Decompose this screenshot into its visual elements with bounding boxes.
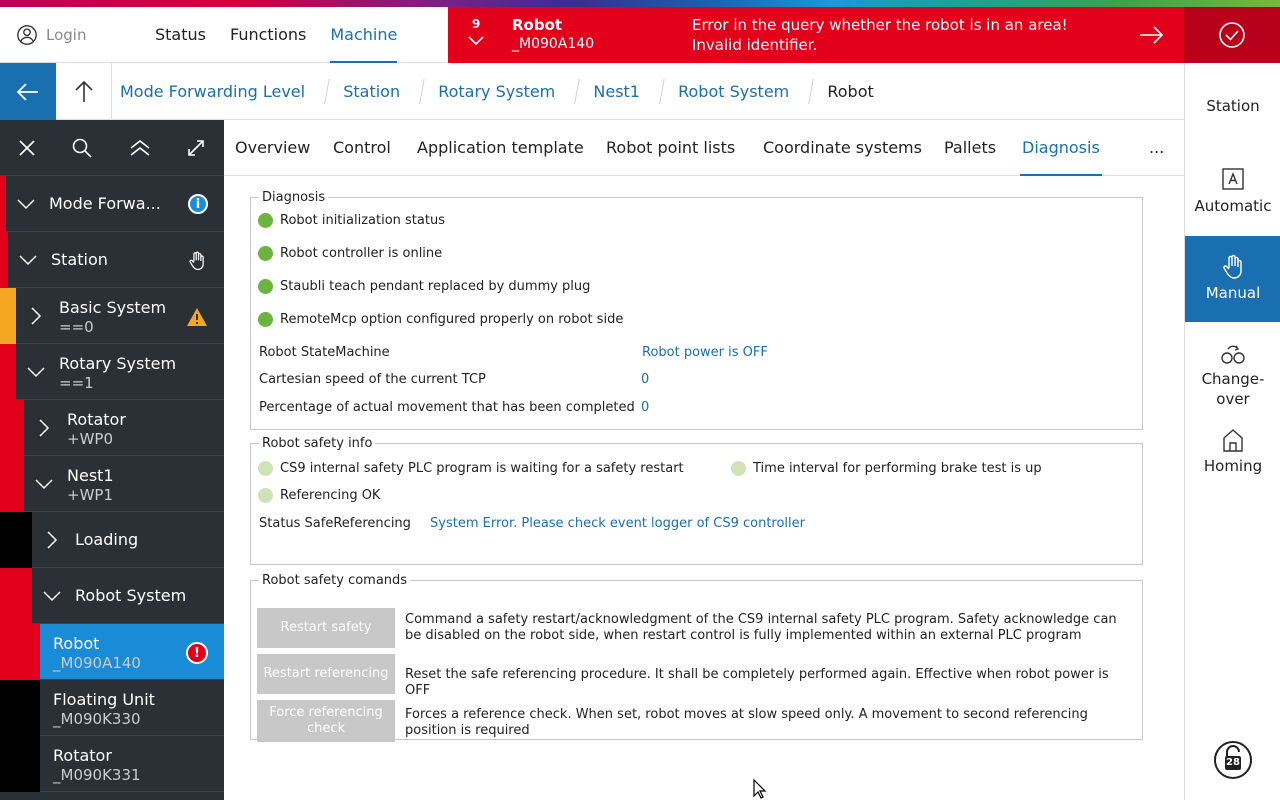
status-item bbox=[258, 279, 590, 294]
safety-item-label: Time interval for performing brake test is up bbox=[753, 461, 1042, 476]
tree-item-title: Rotary System bbox=[59, 354, 177, 373]
mode-changeover-label-line2: over bbox=[1216, 390, 1250, 408]
status-stripe bbox=[0, 456, 24, 512]
mode-automatic-label: Automatic bbox=[1194, 197, 1272, 215]
tab-coordinate-systems[interactable]: Coordinate systems bbox=[763, 138, 922, 157]
login-button[interactable] bbox=[16, 7, 86, 63]
chevron-down-icon[interactable] bbox=[42, 586, 62, 606]
error-source-title: Robot bbox=[512, 16, 563, 34]
collapse-all-icon[interactable] bbox=[129, 138, 151, 158]
chevron-right-icon[interactable] bbox=[34, 418, 54, 438]
value-text: 0 bbox=[641, 372, 650, 387]
breadcrumb bbox=[120, 63, 888, 120]
tree-item-title: Basic System bbox=[59, 298, 167, 317]
error-count: 9 bbox=[472, 17, 481, 31]
tree-item[interactable] bbox=[0, 568, 224, 624]
tree-item-title: Loading bbox=[75, 530, 139, 549]
hand-icon bbox=[1222, 254, 1244, 280]
tree-item[interactable] bbox=[0, 176, 224, 232]
tab-control[interactable]: Control bbox=[333, 138, 391, 157]
mode-changeover-label-line1: Change- bbox=[1201, 370, 1265, 388]
safety-item bbox=[731, 461, 1042, 476]
safety-commands-legend: Robot safety comands bbox=[262, 573, 408, 588]
tree-item[interactable] bbox=[0, 344, 224, 400]
user-level-number: 28 bbox=[1226, 757, 1240, 768]
navigation-tree bbox=[0, 120, 224, 800]
tab-diagnosis[interactable]: Diagnosis bbox=[1020, 120, 1102, 176]
up-button[interactable] bbox=[56, 63, 112, 120]
tree-item-subtitle: ==0 bbox=[59, 318, 94, 336]
status-item bbox=[258, 312, 623, 327]
close-icon[interactable] bbox=[18, 139, 36, 157]
changeover-icon bbox=[1220, 343, 1246, 365]
safety-item-label: Referencing OK bbox=[280, 488, 381, 503]
expand-icon[interactable] bbox=[186, 138, 206, 158]
mouse-cursor-icon bbox=[752, 778, 768, 800]
status-stripe bbox=[0, 680, 40, 736]
acknowledge-button[interactable] bbox=[1184, 7, 1280, 63]
breadcrumb-item[interactable]: Robot System bbox=[678, 82, 790, 101]
top-bar bbox=[0, 7, 448, 63]
status-item-label: Robot initialization status bbox=[280, 213, 445, 228]
error-banner[interactable] bbox=[448, 7, 1184, 63]
status-stripe bbox=[0, 624, 40, 680]
status-led bbox=[258, 213, 273, 228]
error-source-id: _M090A140 bbox=[512, 36, 595, 52]
safe-referencing-label: Status SafeReferencing bbox=[259, 516, 411, 531]
breadcrumb-item[interactable]: Mode Forwarding Level bbox=[120, 82, 306, 101]
tab-application-template[interactable]: Application template bbox=[417, 138, 584, 157]
safety-info-group bbox=[250, 436, 1143, 565]
breadcrumb-current: Robot bbox=[827, 82, 874, 101]
value-label: Cartesian speed of the current TCP bbox=[259, 372, 486, 387]
tree-item[interactable] bbox=[0, 680, 224, 736]
value-text: 0 bbox=[641, 400, 650, 415]
login-label: Login bbox=[46, 26, 87, 44]
tree-item-title: Floating Unit bbox=[53, 690, 155, 709]
tree-list bbox=[0, 176, 224, 792]
status-stripe bbox=[0, 344, 16, 400]
mode-manual[interactable] bbox=[1185, 236, 1280, 322]
value-text: Robot power is OFF bbox=[642, 345, 768, 360]
breadcrumb-separator: / bbox=[574, 74, 581, 109]
tree-item[interactable] bbox=[0, 456, 224, 512]
tree-item-subtitle: ==1 bbox=[59, 374, 94, 392]
breadcrumb-item[interactable]: Station bbox=[343, 82, 401, 101]
tree-item-subtitle: _M090K330 bbox=[53, 710, 141, 728]
breadcrumb-separator: / bbox=[658, 74, 665, 109]
tree-item-title: Robot bbox=[53, 634, 100, 653]
breadcrumb-item[interactable]: Rotary System bbox=[438, 82, 556, 101]
main-nav bbox=[155, 7, 397, 63]
tree-item[interactable] bbox=[0, 736, 224, 792]
status-led bbox=[258, 461, 273, 476]
safety-commands-group bbox=[250, 573, 1143, 740]
tab-pallets[interactable]: Pallets bbox=[944, 138, 997, 157]
tree-item-title: Rotator bbox=[67, 410, 126, 429]
status-led bbox=[731, 461, 746, 476]
tree-item-title: Robot System bbox=[75, 586, 187, 605]
tree-item[interactable] bbox=[0, 624, 224, 680]
tree-item-title: Mode Forwa... bbox=[49, 194, 161, 213]
chevron-down-icon[interactable] bbox=[467, 35, 485, 51]
chevron-right-icon[interactable] bbox=[26, 306, 46, 326]
tree-item[interactable] bbox=[0, 512, 224, 568]
breadcrumb-separator: / bbox=[808, 74, 815, 109]
user-level-badge[interactable] bbox=[1213, 740, 1253, 780]
error-message-line2: Invalid identifier. bbox=[692, 36, 818, 54]
force-referencing-check-description: Forces a reference check. When set, robot moves at slow speed only. A movement to second referencing position is required bbox=[405, 707, 1088, 738]
warning-icon bbox=[186, 306, 208, 328]
tab-bar bbox=[224, 120, 1184, 176]
value-label: Percentage of actual movement that has been completed bbox=[259, 400, 635, 415]
status-stripe bbox=[0, 288, 16, 344]
safety-item-label: CS9 internal safety PLC program is waiting for a safety restart bbox=[280, 461, 684, 476]
status-led bbox=[258, 312, 273, 327]
value-label: Robot StateMachine bbox=[259, 345, 390, 360]
mode-manual-label: Manual bbox=[1205, 284, 1261, 302]
nav-functions[interactable]: Functions bbox=[229, 25, 307, 44]
diagnosis-legend: Diagnosis bbox=[262, 190, 326, 205]
status-stripe bbox=[0, 400, 24, 456]
arrow-left-icon bbox=[16, 82, 40, 102]
chevron-down-icon[interactable] bbox=[18, 250, 38, 270]
safe-referencing-value: System Error. Please check event logger of CS9 controller bbox=[430, 516, 805, 531]
status-stripe bbox=[0, 232, 8, 288]
breadcrumb-separator: / bbox=[418, 74, 425, 109]
automatic-icon bbox=[1221, 167, 1245, 193]
diagnosis-content bbox=[224, 176, 1184, 800]
status-stripe bbox=[0, 176, 6, 232]
chevron-down-icon[interactable] bbox=[34, 474, 54, 494]
tree-item-title: Station bbox=[51, 250, 108, 269]
error-message-line1: Error in the query whether the robot is in an area! bbox=[692, 16, 1068, 34]
restart-safety-description: Command a safety restart/acknowledgment of the CS9 internal safety PLC program. Safety acknowledge can be disabled on the robot side, when restart control is fully implemented within an external PLC program bbox=[405, 612, 1117, 643]
tab-overview[interactable]: Overview bbox=[235, 138, 311, 157]
status-item bbox=[258, 213, 445, 228]
status-stripe bbox=[0, 736, 40, 792]
tree-item-subtitle: +WP1 bbox=[67, 486, 113, 504]
tree-item-subtitle: +WP0 bbox=[67, 430, 113, 448]
tree-item-title: Nest1 bbox=[67, 466, 114, 485]
home-icon bbox=[1221, 427, 1245, 453]
mode-automatic[interactable] bbox=[1185, 167, 1280, 237]
tree-item[interactable] bbox=[0, 400, 224, 456]
arrow-up-icon bbox=[74, 80, 94, 104]
arrow-right-icon[interactable] bbox=[1138, 23, 1166, 47]
error-icon: ! bbox=[186, 642, 208, 664]
chevron-down-icon[interactable] bbox=[16, 194, 36, 214]
info-icon: i bbox=[188, 194, 208, 214]
station-label[interactable]: Station bbox=[1206, 97, 1260, 115]
status-led bbox=[258, 246, 273, 261]
status-stripe bbox=[0, 512, 32, 568]
nav-machine[interactable]: Machine bbox=[330, 7, 397, 63]
status-item-label: Robot controller is online bbox=[280, 246, 443, 261]
tab-robot-point-lists[interactable]: Robot point lists bbox=[606, 138, 736, 157]
restart-referencing-description: Reset the safe referencing procedure. It shall be completely performed again. Effective when robot power is OFF bbox=[405, 667, 1109, 698]
tree-item[interactable] bbox=[0, 288, 224, 344]
force-referencing-check-button[interactable]: Force referencing check bbox=[257, 700, 395, 742]
search-icon[interactable] bbox=[71, 137, 93, 159]
operation-mode-panel bbox=[1184, 63, 1280, 800]
breadcrumb-bar bbox=[0, 63, 1184, 120]
status-item-label: RemoteMcp option configured properly on robot side bbox=[280, 312, 624, 327]
mode-homing-label: Homing bbox=[1203, 457, 1263, 475]
tree-item-subtitle: _M090A140 bbox=[53, 654, 141, 672]
status-led bbox=[258, 488, 273, 503]
breadcrumb-separator: / bbox=[323, 74, 330, 109]
restart-safety-button[interactable]: Restart safety bbox=[257, 608, 395, 648]
status-stripe bbox=[0, 568, 32, 624]
breadcrumb-item[interactable]: Nest1 bbox=[593, 82, 640, 101]
tree-item-subtitle: _M090K331 bbox=[53, 766, 141, 784]
tree-toolbar bbox=[0, 120, 224, 176]
brand-color-strip bbox=[0, 0, 1280, 7]
chevron-down-icon[interactable] bbox=[26, 362, 46, 382]
back-button[interactable] bbox=[0, 63, 56, 120]
safety-item bbox=[258, 461, 684, 476]
status-item-label: Staubli teach pendant replaced by dummy plug bbox=[280, 279, 591, 294]
safety-info-legend: Robot safety info bbox=[262, 436, 373, 451]
hand-icon bbox=[186, 250, 208, 272]
mode-homing[interactable] bbox=[1185, 427, 1280, 487]
tree-item[interactable] bbox=[0, 232, 224, 288]
status-item bbox=[258, 246, 442, 261]
mode-changeover[interactable] bbox=[1185, 343, 1280, 407]
status-led bbox=[258, 279, 273, 294]
safety-item bbox=[258, 488, 380, 503]
chevron-right-icon[interactable] bbox=[42, 530, 62, 550]
user-icon bbox=[16, 24, 38, 46]
more-tabs-button[interactable]: ... bbox=[1149, 138, 1165, 157]
tree-item-title: Rotator bbox=[53, 746, 112, 765]
check-circle-icon bbox=[1218, 21, 1246, 49]
nav-status[interactable]: Status bbox=[155, 25, 206, 44]
restart-referencing-button[interactable]: Restart referencing bbox=[257, 654, 395, 694]
